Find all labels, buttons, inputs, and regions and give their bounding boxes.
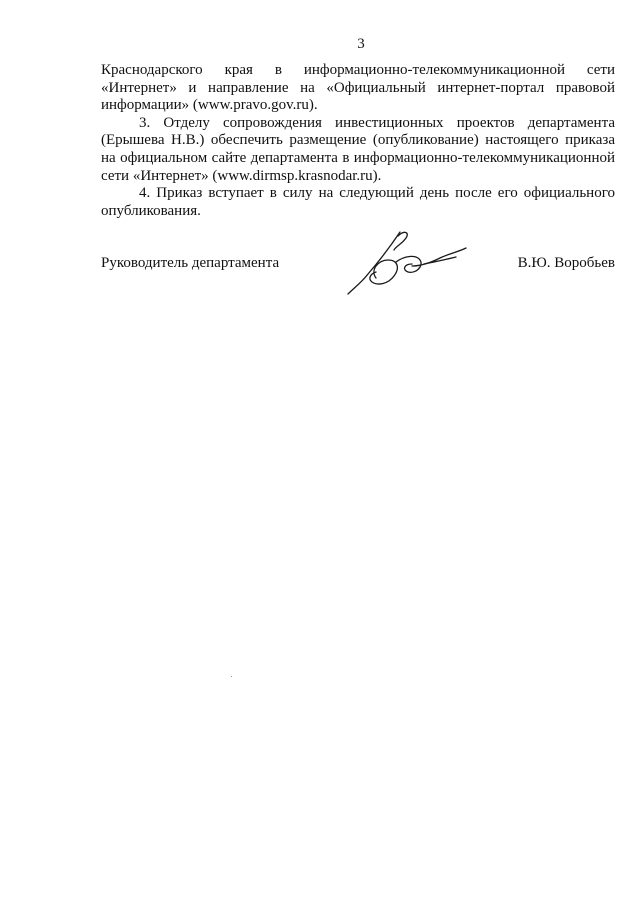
signature-icon xyxy=(340,226,475,296)
paragraph-continuation: Краснодарского края в информационно-телекоммуникационной сети «Интернет» и направление на «Официальный интернет-портал правовой информации» (www.pravo.gov.ru). xyxy=(101,62,615,114)
paragraph-item-3: 3. Отделу сопровождения инвестиционных проектов департамента (Ерышева Н.В.) обеспечить размещение (опубликование) настоящего приказа на официальном сайте департамента в информационно-телекоммуникационной сети «Интернет» (www.dirmsp.krasnodar.ru). xyxy=(101,114,615,184)
page-number: 3 xyxy=(357,36,365,52)
document-body xyxy=(101,62,615,220)
signer-position: Руководитель департамента xyxy=(101,255,280,271)
paragraph-item-4: 4. Приказ вступает в силу на следующий день после его официального опубликования. xyxy=(101,185,615,219)
signer-name: В.Ю. Воробьев xyxy=(517,255,615,271)
scan-speck xyxy=(231,676,232,677)
